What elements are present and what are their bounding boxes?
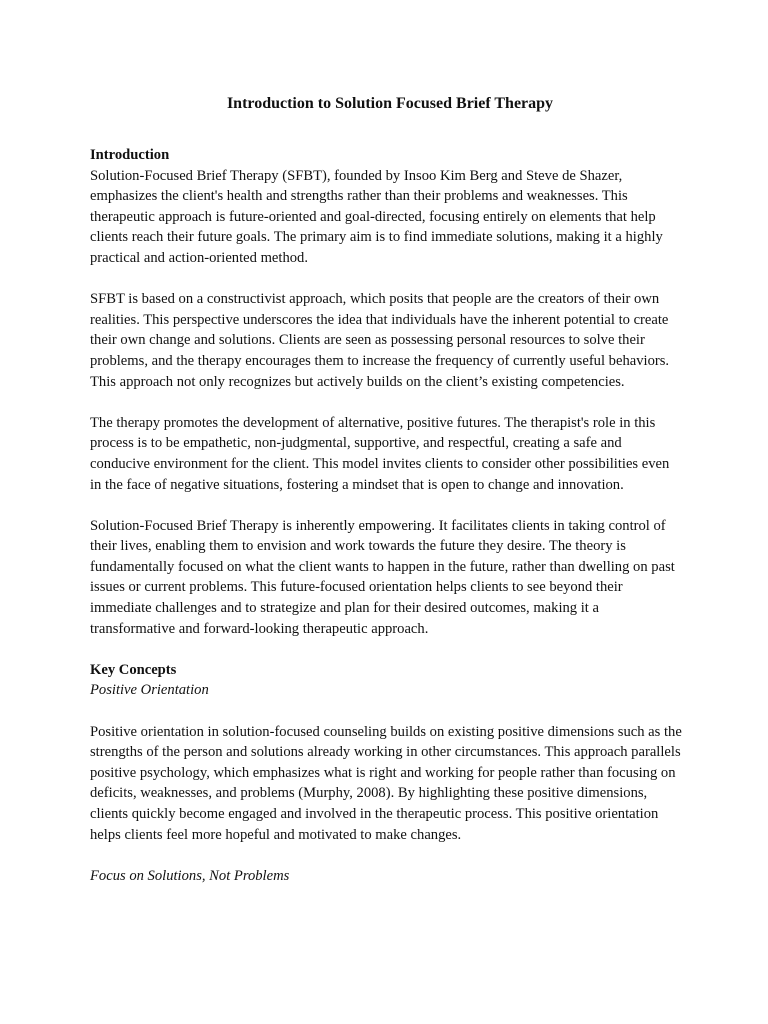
document-page [90,93,684,886]
introduction-heading: Introduction [90,147,170,163]
key-concepts-heading: Key Concepts [90,661,177,678]
intro-paragraph-1: Solution-Focused Brief Therapy (SFBT), founded by Insoo Kim Berg and Steve de Shazer, emphasizes the client's health and strengths rather than their problems and weaknesses. This therapeutic approach is future-oriented and goal-directed, focusing entirely on elements that help clients reach their future goals. The primary aim is to find immediate solutions, making it a highly practical and action-oriented method. [90,167,663,266]
paragraph-spacer [90,639,684,660]
paragraph-spacer [90,392,684,413]
intro-paragraph-2: SFBT is based on a constructivist approach, which posits that people are the creators of their own realities. This perspective underscores the idea that individuals have the inherent potential to create their own change and solutions. Clients are seen as possessing personal resources to solve their problems, and the therapy encourages them to increase the frequency of currently useful behaviors. This approach not only recognizes but actively builds on the client’s existing competencies. [90,291,670,390]
paragraph-spacer [90,495,684,516]
focus-on-solutions-subheading: Focus on Solutions, Not Problems [90,867,290,884]
intro-paragraph-4: Solution-Focused Brief Therapy is inherently empowering. It facilitates clients in taking control of their lives, enabling them to envision and work towards the future they desire. The theory is fundamentally focused on what the client wants to happen in the future, rather than dwelling on past issues or current problems. This future-focused orientation helps clients to see beyond their immediate challenges and to strategize and plan for their desired outcomes, making it a transformative and forward-looking therapeutic approach. [90,517,675,637]
document-title: Introduction to Solution Focused Brief Therapy [226,95,554,112]
paragraph-spacer [90,701,684,722]
positive-orientation-subheading: Positive Orientation [90,682,209,699]
positive-orientation-paragraph: Positive orientation in solution-focused counseling builds on existing positive dimensions such as the strengths of the person and solutions already working in other circumstances. This approach parallels positive psychology, which emphasizes what is right and working for people rather than focusing on deficits, weaknesses, and problems (Murphy, 2008). By highlighting these positive dimensions, clients quickly become engaged and involved in the therapeutic process. This positive orientation helps clients feel more hopeful and motivated to make changes. [90,723,682,843]
paragraph-spacer [90,269,684,290]
paragraph-spacer [90,845,684,866]
intro-paragraph-3: The therapy promotes the development of alternative, positive futures. The therapist's role in this process is to be empathetic, non-judgmental, supportive, and respectful, creating a safe and conducive environment for the client. This model invites clients to consider other possibilities even in the face of negative situations, fostering a mindset that is open to change and innovation. [90,414,670,493]
